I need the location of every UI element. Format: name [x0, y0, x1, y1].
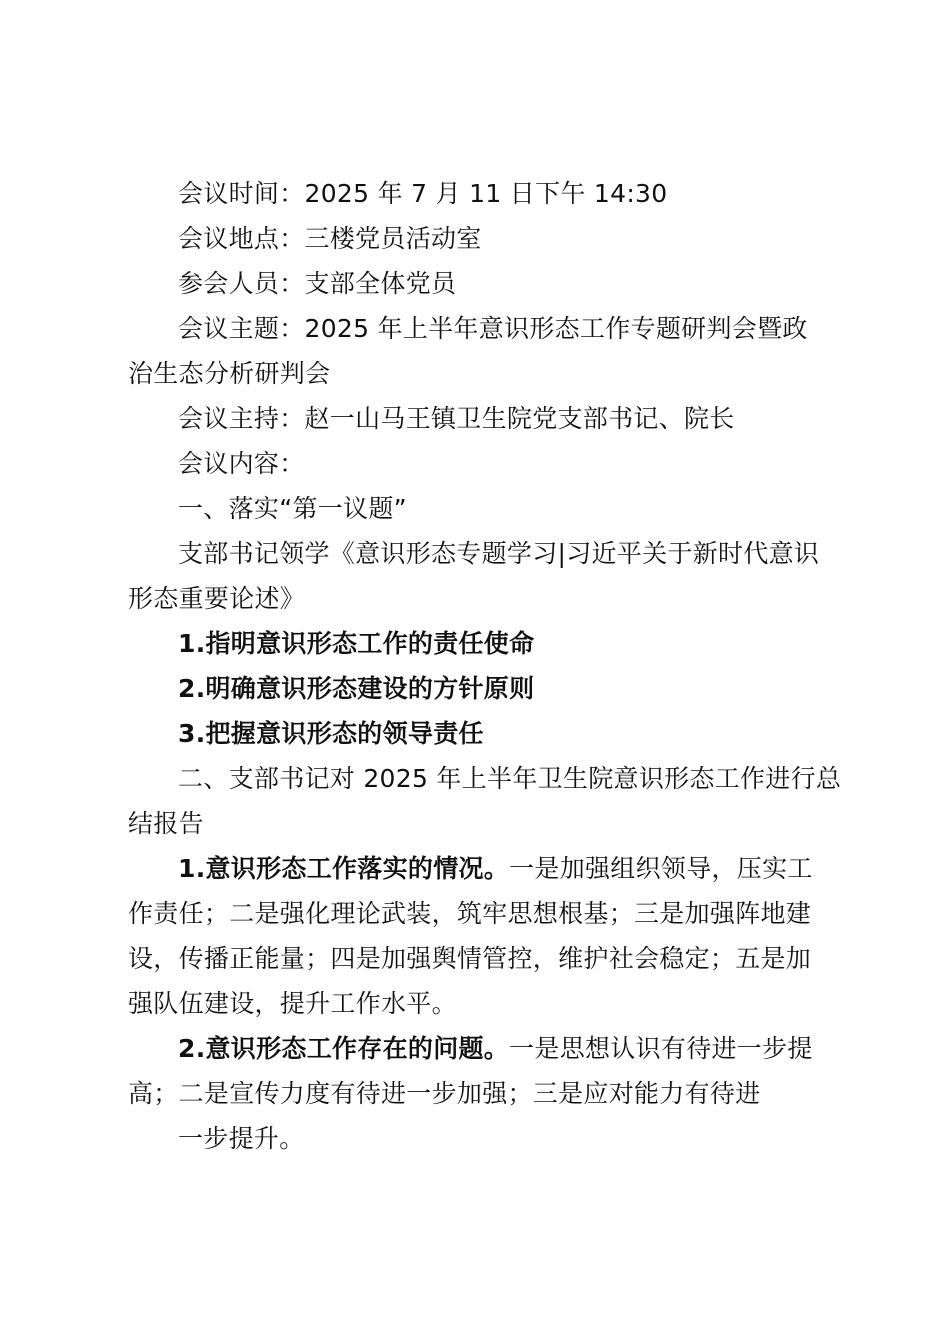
- meeting-time: 会议时间：2025 年 7 月 11 日下午 14:30: [178, 179, 668, 208]
- section-2-title-line-2: 结报告: [128, 809, 204, 838]
- section-1-text-line-1: 支部书记领学《意识形态专题学习|习近平关于新时代意识: [178, 539, 820, 568]
- item-2-text-line-2: 高；二是宣传力度有待进一步加强；三是应对能力有待进: [128, 1079, 761, 1108]
- attendees: 参会人员：支部全体党员: [178, 269, 457, 298]
- point-3: 3.把握意识形态的领导责任: [178, 719, 484, 748]
- meeting-host: 会议主持：赵一山马王镇卫生院党支部书记、院长: [178, 404, 735, 433]
- meeting-theme-line-2: 治生态分析研判会: [128, 359, 331, 388]
- section-2-title-line-1: 二、支部书记对 2025 年上半年卫生院意识形态工作进行总: [178, 764, 842, 793]
- item-2-heading: 2.意识形态工作存在的问题。: [178, 1034, 510, 1063]
- item-1-text-line-3: 设，传播正能量；四是加强舆情管控，维护社会稳定；五是加: [128, 944, 812, 973]
- item-1-line-1: [178, 846, 828, 891]
- meeting-content-label: 会议内容：: [178, 449, 305, 478]
- item-1-text-line-2: 作责任；二是强化理论武装，筑牢思想根基；三是加强阵地建: [128, 899, 812, 928]
- item-1-text-line-4: 强队伍建设，提升工作水平。: [128, 989, 457, 1018]
- section-1-title: 一、落实“第一议题”: [178, 494, 407, 523]
- item-2-text-start: 一是思想认识有待进一步提: [509, 1034, 813, 1063]
- item-1-text-start: 一是加强组织领导，压实工: [509, 854, 813, 883]
- item-2-text-line-3: 一步提升。: [178, 1124, 305, 1153]
- meeting-place: 会议地点：三楼党员活动室: [178, 224, 482, 253]
- meeting-theme-line-1: 会议主题：2025 年上半年意识形态工作专题研判会暨政: [178, 314, 808, 343]
- section-1-text-line-2: 形态重要论述》: [128, 584, 306, 613]
- item-1-heading: 1.意识形态工作落实的情况。: [178, 854, 510, 883]
- point-2: 2.明确意识形态建设的方针原则: [178, 674, 535, 703]
- item-2-line-1: [178, 1026, 828, 1071]
- point-1: 1.指明意识形态工作的责任使命: [178, 629, 535, 658]
